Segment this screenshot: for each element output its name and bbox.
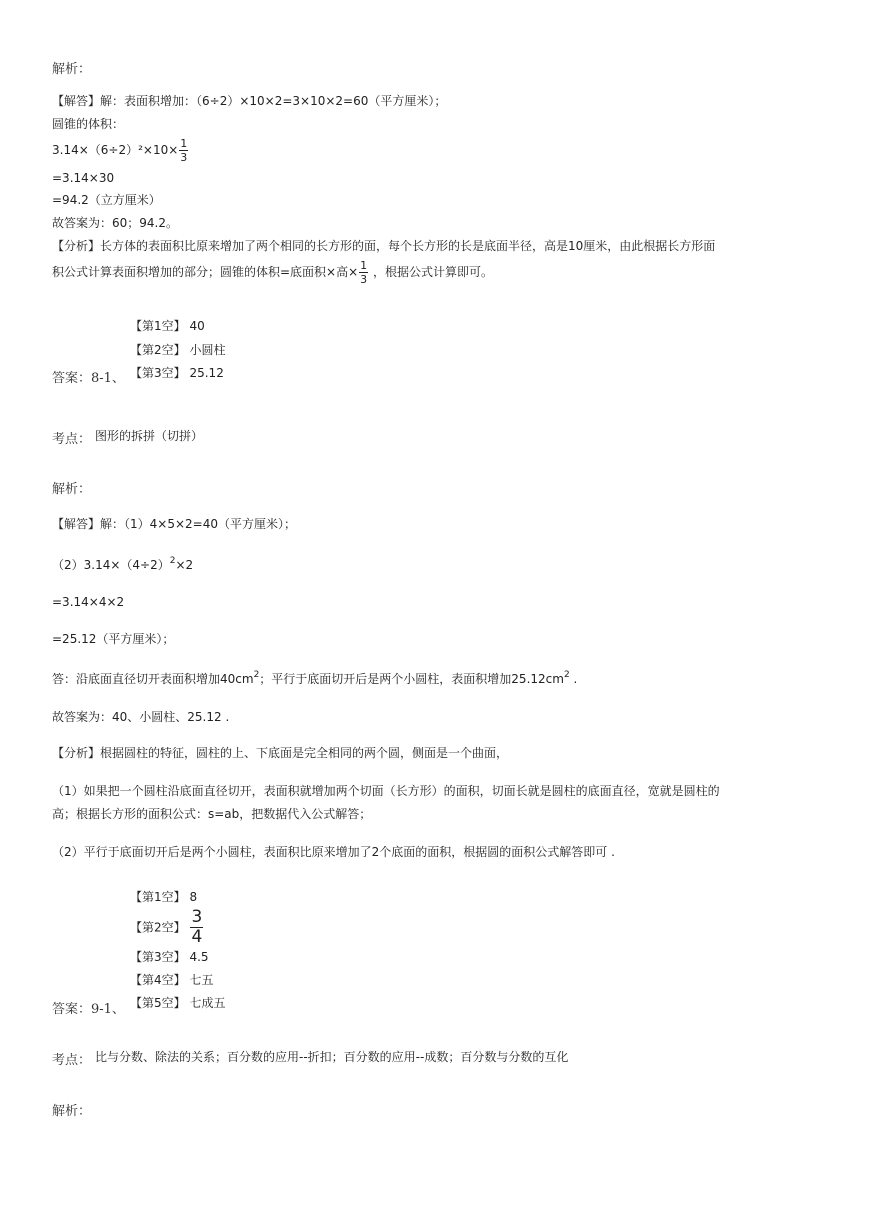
answer-label: 答案：9-1、 bbox=[52, 1002, 125, 1017]
answer-blank-2: 【第2空】 小圆柱 bbox=[130, 343, 226, 357]
analysis-line bbox=[52, 260, 493, 285]
answer-blank-1: 【第1空】 8 bbox=[130, 890, 198, 904]
analysis-heading: 解析： bbox=[52, 62, 92, 77]
analysis-text: 积公式计算表面积增加的部分；圆锥的体积=底面积×高× bbox=[52, 265, 359, 279]
solution-line: =3.14×4×2 bbox=[52, 595, 125, 609]
fraction bbox=[190, 909, 203, 946]
fraction-numerator: 1 bbox=[360, 259, 368, 272]
analysis-line: 高；根据长方形的面积公式：s=ab，把数据代入公式解答； bbox=[52, 807, 372, 821]
fraction-numerator: 3 bbox=[191, 907, 203, 927]
solution-line: 答：沿底面直径切开表面积增加$40cm^2$；平行于底面切开后是两个小圆柱，表面积增加$25.12cm^2$ . bbox=[52, 670, 578, 686]
answer-blank-5: 【第5空】 七成五 bbox=[130, 996, 226, 1010]
solution-line: 【解答】解：（1）4×5×2=40（平方厘米）； bbox=[52, 517, 296, 531]
solution-line bbox=[52, 138, 189, 163]
solution-line: =25.12（平方厘米）； bbox=[52, 632, 175, 646]
answer-blank-2: 【第2空】 $\frac{3}{4}$ bbox=[130, 907, 203, 947]
fraction-denominator: 3 bbox=[360, 273, 368, 286]
analysis-line: （1）如果把一个圆柱沿底面直径切开，表面积就增加两个切面（长方形）的面积，切面长就是圆柱的底面直径，宽就是圆柱的 bbox=[52, 784, 720, 798]
answer-blank-4: 【第4空】 七五 bbox=[130, 973, 214, 987]
analysis-line: 【分析】长方体的表面积比原来增加了两个相同的长方形的面，每个长方形的长是底面半径，高是10厘米，由此根据长方形面 bbox=[52, 239, 716, 253]
solution-line: 圆锥的体积： bbox=[52, 117, 125, 131]
answer-label: 答案：8-1、 bbox=[52, 371, 125, 386]
solution-line: 故答案为：40、小圆柱、25.12 . bbox=[52, 710, 230, 724]
analysis-heading: 解析： bbox=[52, 482, 92, 497]
solution-line: =94.2（立方厘米） bbox=[52, 193, 161, 207]
answer-blank-1: 【第1空】 40 bbox=[130, 319, 205, 333]
formula-text: 3.14×（6÷2）²×10× bbox=[52, 143, 179, 157]
fraction-numerator: 1 bbox=[180, 137, 188, 150]
analysis-heading: 解析： bbox=[52, 1104, 92, 1119]
fraction bbox=[179, 138, 188, 163]
knowledge-point-label: 考点： bbox=[52, 1053, 92, 1068]
solution-line: =3.14×30 bbox=[52, 171, 115, 185]
knowledge-point-label: 考点： bbox=[52, 432, 92, 447]
analysis-line: （2）平行于底面切开后是两个小圆柱，表面积比原来增加了2个底面的面积，根据圆的面积公式解答即可 . bbox=[52, 845, 615, 859]
solution-line: $(2)3.14\times(4\div 2)^2\times 2$ bbox=[52, 556, 194, 572]
answer-blank-3: 【第3空】 4.5 bbox=[130, 950, 209, 964]
answer-blank-3: 【第3空】 25.12 bbox=[130, 366, 224, 380]
solution-line: 【解答】解：表面积增加：（6÷2）×10×2=3×10×2=60（平方厘米）； bbox=[52, 94, 447, 108]
fraction-denominator: 3 bbox=[180, 151, 188, 164]
knowledge-point-text: 比与分数、除法的关系；百分数的应用--折扣；百分数的应用--成数；百分数与分数的互化 bbox=[95, 1050, 569, 1064]
analysis-text: ，根据公式计算即可。 bbox=[373, 265, 494, 279]
solution-line: 故答案为：60；94.2。 bbox=[52, 216, 178, 230]
fraction bbox=[359, 260, 368, 285]
analysis-line: 【分析】根据圆柱的特征，圆柱的上、下底面是完全相同的两个圆，侧面是一个曲面， bbox=[52, 746, 509, 760]
fraction-denominator: 4 bbox=[191, 927, 203, 947]
knowledge-point-text: 图形的拆拼（切拼） bbox=[95, 429, 204, 443]
